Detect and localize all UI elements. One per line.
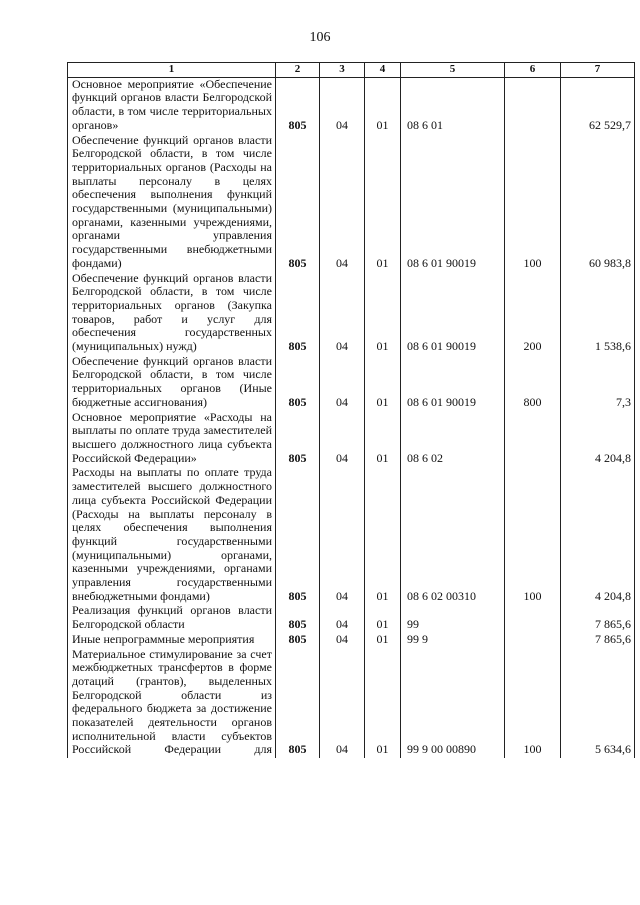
budget-owner-code-cell: 805 [276,411,320,467]
budget-owner-code-cell: 805 [276,604,320,632]
column-header: 6 [505,63,561,78]
target-article-code-cell: 08 6 01 90019 [401,134,505,272]
target-article-code-cell: 99 9 00 00890 [401,648,505,759]
section-code-cell: 04 [320,134,365,272]
budget-owner-code-cell: 805 [276,77,320,133]
table-row [68,411,635,467]
budget-owner-code-cell: 805 [276,134,320,272]
section-code-cell: 04 [320,604,365,632]
target-article-code-cell: 08 6 02 00310 [401,466,505,604]
budget-owner-code-cell: 805 [276,648,320,759]
section-code-cell: 04 [320,648,365,759]
table-row [68,604,635,632]
subsection-code-cell: 01 [365,648,401,759]
expense-name-cell: Реализация функций органов власти Белгородской области [68,604,276,632]
amount-cell: 7 865,6 [561,604,635,632]
expense-name-cell: Иные непрограммные мероприятия [68,633,276,648]
column-header: 2 [276,63,320,78]
amount-cell: 5 634,6 [561,648,635,759]
target-article-code-cell: 08 6 01 [401,77,505,133]
expense-name-cell: Обеспечение функций органов власти Белгородской области, в том числе территориальных органов (Закупка товаров, работ и услуг для обеспечения государственных (муниципальных) нужд) [68,272,276,355]
section-code-cell: 04 [320,466,365,604]
section-code-cell: 04 [320,77,365,133]
subsection-code-cell: 01 [365,633,401,648]
subsection-code-cell: 01 [365,411,401,467]
budget-owner-code-cell: 805 [276,355,320,411]
expense-name-cell: Обеспечение функций органов власти Белгородской области, в том числе территориальных органов (Иные бюджетные ассигнования) [68,355,276,411]
amount-cell: 1 538,6 [561,272,635,355]
expense-type-code-cell [505,77,561,133]
column-header: 5 [401,63,505,78]
amount-cell: 60 983,8 [561,134,635,272]
expense-name-cell: Основное мероприятие «Обеспечение функций органов власти Белгородской области, в том числе территориальных органов» [68,77,276,133]
subsection-code-cell: 01 [365,272,401,355]
expense-name-cell: Материальное стимулирование за счет межбюджетных трансфертов в форме дотаций (грантов), выделенных Белгородской области из федерального бюджета за достижение показателей деятельности органов исполнительной власти субъектов Российской Федерации для [68,648,276,759]
subsection-code-cell: 01 [365,355,401,411]
table-row [68,466,635,604]
section-code-cell: 04 [320,272,365,355]
target-article-code-cell: 08 6 02 [401,411,505,467]
expense-type-code-cell: 200 [505,272,561,355]
expense-name-cell: Расходы на выплаты по оплате труда заместителей высшего должностного лица субъекта Российской Федерации (Расходы на выплаты персоналу в целях обеспечения выполнения функций государственными (муниципальными) органами, казенными учреждениями, органами управления государственными внебюджетными фондами) [68,466,276,604]
subsection-code-cell: 01 [365,604,401,632]
budget-table [67,62,635,758]
amount-cell: 4 204,8 [561,411,635,467]
column-header: 7 [561,63,635,78]
table-row [68,355,635,411]
section-code-cell: 04 [320,355,365,411]
column-header: 3 [320,63,365,78]
expense-name-cell: Основное мероприятие «Расходы на выплаты по оплате труда заместителей высшего должностного лица субъекта Российской Федерации» [68,411,276,467]
amount-cell: 62 529,7 [561,77,635,133]
table-row [68,134,635,272]
column-header: 1 [68,63,276,78]
target-article-code-cell: 99 9 [401,633,505,648]
table-row [68,272,635,355]
target-article-code-cell: 08 6 01 90019 [401,272,505,355]
budget-owner-code-cell: 805 [276,466,320,604]
table-row [68,633,635,648]
amount-cell: 4 204,8 [561,466,635,604]
column-number-header [68,63,635,78]
expense-type-code-cell [505,633,561,648]
page-number: 106 [309,30,331,45]
column-header: 4 [365,63,401,78]
table-row [68,77,635,133]
section-code-cell: 04 [320,411,365,467]
amount-cell: 7 865,6 [561,633,635,648]
expense-type-code-cell: 800 [505,355,561,411]
target-article-code-cell: 08 6 01 90019 [401,355,505,411]
target-article-code-cell: 99 [401,604,505,632]
table-row [68,648,635,759]
expense-type-code-cell: 100 [505,648,561,759]
subsection-code-cell: 01 [365,77,401,133]
expense-type-code-cell: 100 [505,134,561,272]
subsection-code-cell: 01 [365,466,401,604]
budget-owner-code-cell: 805 [276,633,320,648]
expense-name-cell: Обеспечение функций органов власти Белгородской области, в том числе территориальных органов (Расходы на выплаты персоналу в целях обеспечения выполнения функций государственными (муниципальными) органами, казенными учреждениями, органами управления государственными внебюджетными фондами) [68,134,276,272]
expense-type-code-cell [505,411,561,467]
expense-type-code-cell [505,604,561,632]
budget-owner-code-cell: 805 [276,272,320,355]
amount-cell: 7,3 [561,355,635,411]
expense-type-code-cell: 100 [505,466,561,604]
section-code-cell: 04 [320,633,365,648]
subsection-code-cell: 01 [365,134,401,272]
